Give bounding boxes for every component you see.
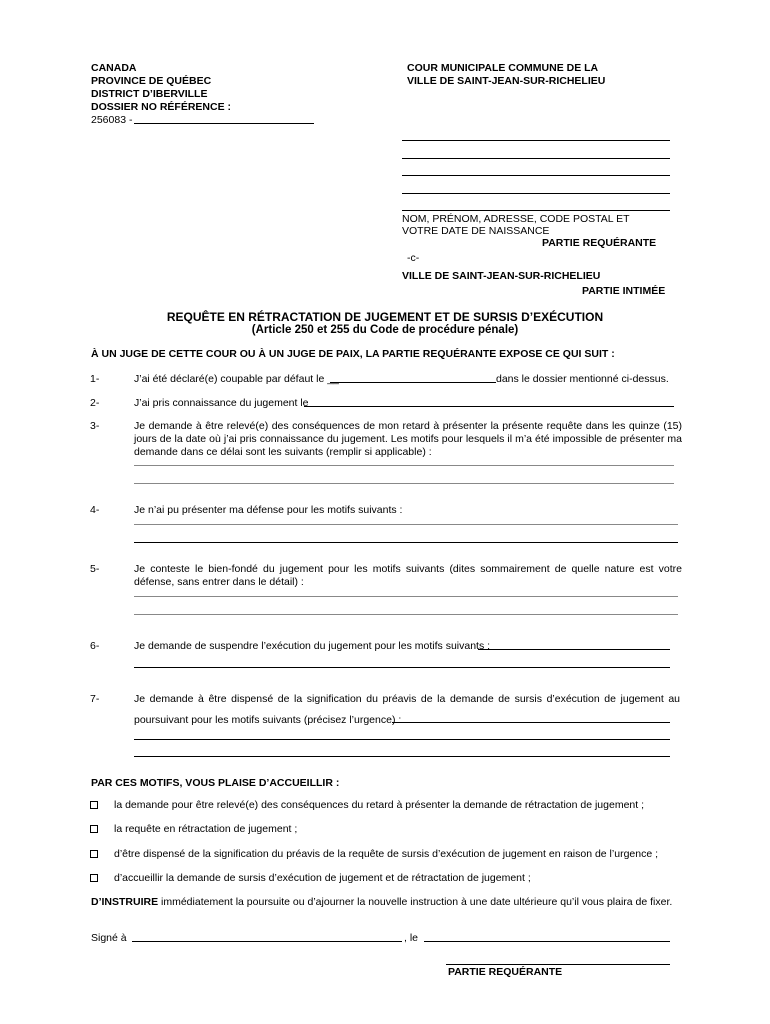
item-7-text-a: Je demande à être dispensé de la signification du préavis de la demande de sursis d’exécution de jugement au <box>134 693 680 705</box>
dossier-label: DOSSIER NO RÉFÉRENCE : <box>91 101 232 113</box>
requerant-field-2[interactable] <box>402 158 670 159</box>
signed-on-label: , le <box>404 932 419 944</box>
item-3-number: 3- <box>90 420 100 432</box>
instruire-keyword: D’INSTRUIRE <box>91 896 159 908</box>
item-2-number: 2- <box>90 397 100 409</box>
intimee-party-label: PARTIE INTIMÉE <box>582 285 666 297</box>
option-2-label: la requête en rétractation de jugement ; <box>114 823 298 835</box>
option-3-checkbox[interactable] <box>90 850 98 858</box>
dossier-number: 256083 - <box>91 114 133 126</box>
signed-at-field[interactable] <box>132 941 402 942</box>
item-5-number: 5- <box>90 563 100 575</box>
item-6-number: 6- <box>90 640 100 652</box>
item-1-date-field[interactable] <box>330 382 496 383</box>
versus-label: -c- <box>407 252 420 264</box>
signed-date-field[interactable] <box>424 941 670 942</box>
item-7-number: 7- <box>90 693 100 705</box>
item-6-answer-line-2[interactable] <box>134 667 670 668</box>
item-1-text-a: J’ai été déclaré(e) coupable par défaut le __ <box>134 373 339 385</box>
signature-field[interactable] <box>446 964 670 965</box>
requerant-field-5[interactable] <box>402 210 670 211</box>
item-3-answer-line-1[interactable] <box>134 465 674 466</box>
instruire-text: immédiatement la poursuite ou d’ajourner la nouvelle instruction à une date ultérieure qu’il vous plaira de fixer. <box>158 896 673 908</box>
item-4-number: 4- <box>90 504 100 516</box>
intro-statement: À UN JUGE DE CETTE COUR OU À UN JUGE DE PAIX, LA PARTIE REQUÉRANTE EXPOSE CE QUI SUIT : <box>91 348 615 360</box>
item-1-number: 1- <box>90 373 100 385</box>
option-1-checkbox[interactable] <box>90 801 98 809</box>
court-name-line2: VILLE DE SAINT-JEAN-SUR-RICHELIEU <box>407 75 606 87</box>
requerant-party-label: PARTIE REQUÉRANTE <box>542 237 657 249</box>
option-2-checkbox[interactable] <box>90 825 98 833</box>
item-5-answer-line-1[interactable] <box>134 596 678 597</box>
document-title: REQUÊTE EN RÉTRACTATION DE JUGEMENT ET DE SURSIS D’EXÉCUTION <box>166 310 604 324</box>
instruire-statement <box>91 896 672 908</box>
dossier-number-field[interactable] <box>134 123 314 124</box>
item-1-text-b: dans le dossier mentionné ci-dessus. <box>496 373 669 385</box>
item-3-answer-line-2[interactable] <box>134 483 674 484</box>
item-5-text: Je conteste le bien-fondé du jugement pour les motifs suivants (dites sommairement de quelle nature est votre défense, sans entrer dans le détail) : <box>134 563 682 588</box>
item-7-answer-line-1[interactable] <box>392 722 670 723</box>
country-label: CANADA <box>91 62 137 74</box>
option-4-label: d’accueillir la demande de sursis d’exécution de jugement et de rétractation de jugement ; <box>114 872 531 884</box>
intimee-name: VILLE DE SAINT-JEAN-SUR-RICHELIEU <box>402 270 601 282</box>
province-label: PROVINCE DE QUÉBEC <box>91 75 212 87</box>
item-2-date-field[interactable] <box>304 406 674 407</box>
requerant-field-3[interactable] <box>402 175 670 176</box>
header-left <box>91 62 231 114</box>
conclusions-heading: PAR CES MOTIFS, VOUS PLAISE D’ACCUEILLIR : <box>91 777 340 789</box>
item-4-answer-line-2[interactable] <box>134 542 678 543</box>
item-6-answer-line-1[interactable] <box>478 649 670 650</box>
item-7-answer-line-2[interactable] <box>134 739 670 740</box>
signature-party-label: PARTIE REQUÉRANTE <box>448 966 563 978</box>
item-6-text: Je demande de suspendre l’exécution du jugement pour les motifs suivants : <box>134 640 491 652</box>
item-4-answer-line-1[interactable] <box>134 524 678 525</box>
item-3-text: Je demande à être relevé(e) des conséquences de mon retard à présenter la présente requête dans les quinze (15) jours de la date où j’ai pris connaissance du jugement. Les motifs pour lesquels il m’a été impossible de présenter ma demande dans ce délai sont les suivants (remplir si applicable) : <box>134 420 682 458</box>
district-label: DISTRICT D’IBERVILLE <box>91 88 208 100</box>
option-1-label: la demande pour être relevé(e) des conséquences du retard à présenter la demande de rétractation de jugement ; <box>114 799 644 811</box>
header-right <box>407 62 605 88</box>
item-4-text: Je n’ai pu présenter ma défense pour les motifs suivants : <box>134 504 403 516</box>
signed-at-label: Signé à <box>91 932 127 944</box>
item-7-text-b: poursuivant pour les motifs suivants (précisez l’urgence) : <box>134 714 402 726</box>
requerant-caption-line1: NOM, PRÉNOM, ADRESSE, CODE POSTAL ET <box>402 213 630 225</box>
requerant-field-4[interactable] <box>402 193 670 194</box>
court-name-line1: COUR MUNICIPALE COMMUNE DE LA <box>407 62 599 74</box>
requerant-field-1[interactable] <box>402 140 670 141</box>
requerant-caption <box>402 213 630 237</box>
item-7-answer-line-3[interactable] <box>134 756 670 757</box>
item-2-text: J’ai pris connaissance du jugement le <box>134 397 309 409</box>
option-3-label: d’être dispensé de la signification du préavis de la requête de sursis d’exécution de jugement en raison de l’urgence ; <box>114 848 659 860</box>
item-5-answer-line-2[interactable] <box>134 614 678 615</box>
document-subtitle: (Article 250 et 255 du Code de procédure pénale) <box>251 324 519 336</box>
requerant-caption-line2: VOTRE DATE DE NAISSANCE <box>402 225 550 237</box>
option-4-checkbox[interactable] <box>90 874 98 882</box>
